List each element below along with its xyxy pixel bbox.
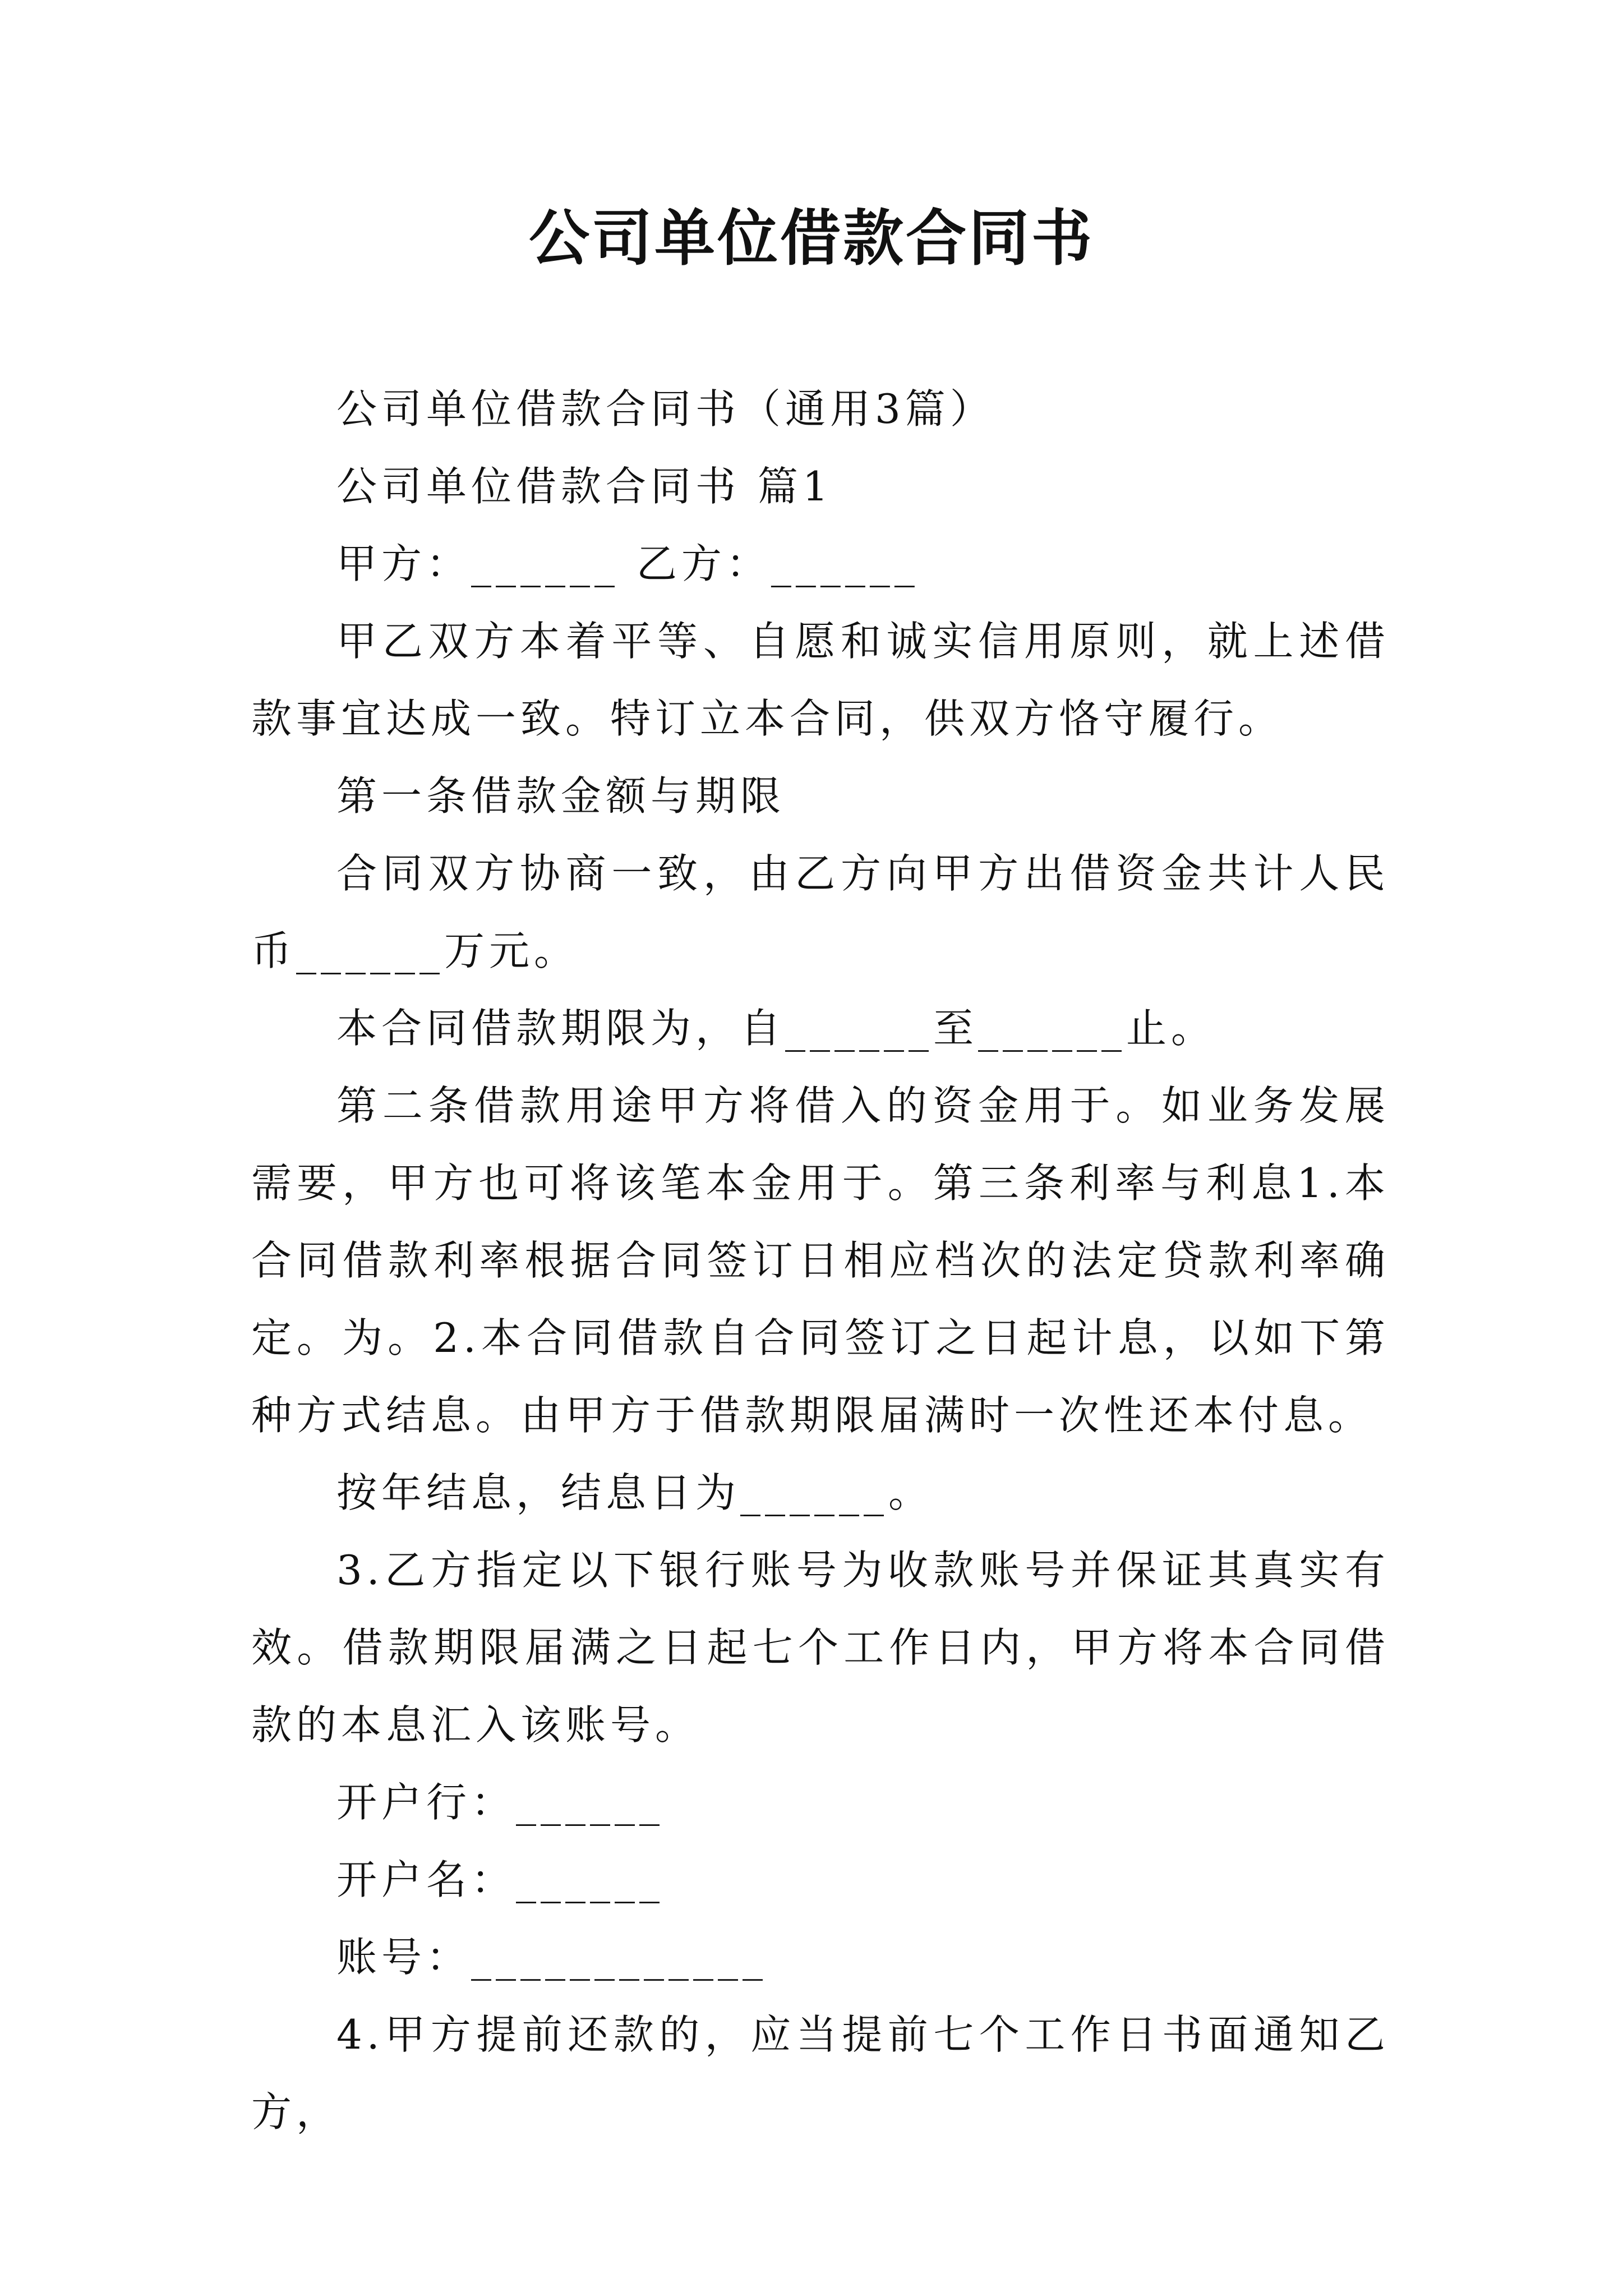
paragraph-subtitle: 公司单位借款合同书（通用3篇） bbox=[336, 385, 995, 432]
paragraph-interest-date: 按年结息，结息日为______。 bbox=[336, 1469, 934, 1516]
paragraph-article-2-3: 第二条借款用途甲方将借入的资金用于。如业务发展需要，甲方也可将该笔本金用于。第三条利率与利息1.本合同借款利率根据合同签订日相应档次的法定贷款利率确定。为。2.本合同借款自合同签订之日起计息，以如下第种方式结息。由甲方于借款期限届满时一次性还本付息。 bbox=[251, 1082, 1390, 1439]
paragraph-account-name: 开户名：______ bbox=[336, 1856, 665, 1903]
paragraph-loan-term: 本合同借款期限为，自______至______止。 bbox=[336, 1005, 1216, 1052]
document-body bbox=[251, 370, 1390, 2151]
paragraph-bank-account-clause: 3.乙方指定以下银行账号为收款账号并保证其真实有效。借款期限届满之日起七个工作日内，甲方将本合同借款的本息汇入该账号。 bbox=[251, 1547, 1390, 1749]
document-title: 公司单位借款合同书 bbox=[528, 203, 1094, 274]
paragraph-parties: 甲方：______ 乙方：______ bbox=[336, 540, 919, 587]
paragraph-preamble: 甲乙双方本着平等、自愿和诚实信用原则，就上述借款事宜达成一致。特订立本合同，供双方恪守履行。 bbox=[251, 618, 1390, 742]
paragraph-loan-amount: 合同双方协商一致，由乙方向甲方出借资金共计人民币______万元。 bbox=[251, 850, 1390, 974]
paragraph-account-number: 账号：____________ bbox=[336, 1934, 768, 1981]
paragraph-early-repayment: 4.甲方提前还款的，应当提前七个工作日书面通知乙方， bbox=[251, 2011, 1390, 2136]
paragraph-section-heading: 公司单位借款合同书 篇1 bbox=[336, 463, 833, 510]
paragraph-bank-name: 开户行：______ bbox=[336, 1779, 665, 1826]
paragraph-article-1-heading: 第一条借款金额与期限 bbox=[336, 772, 786, 820]
